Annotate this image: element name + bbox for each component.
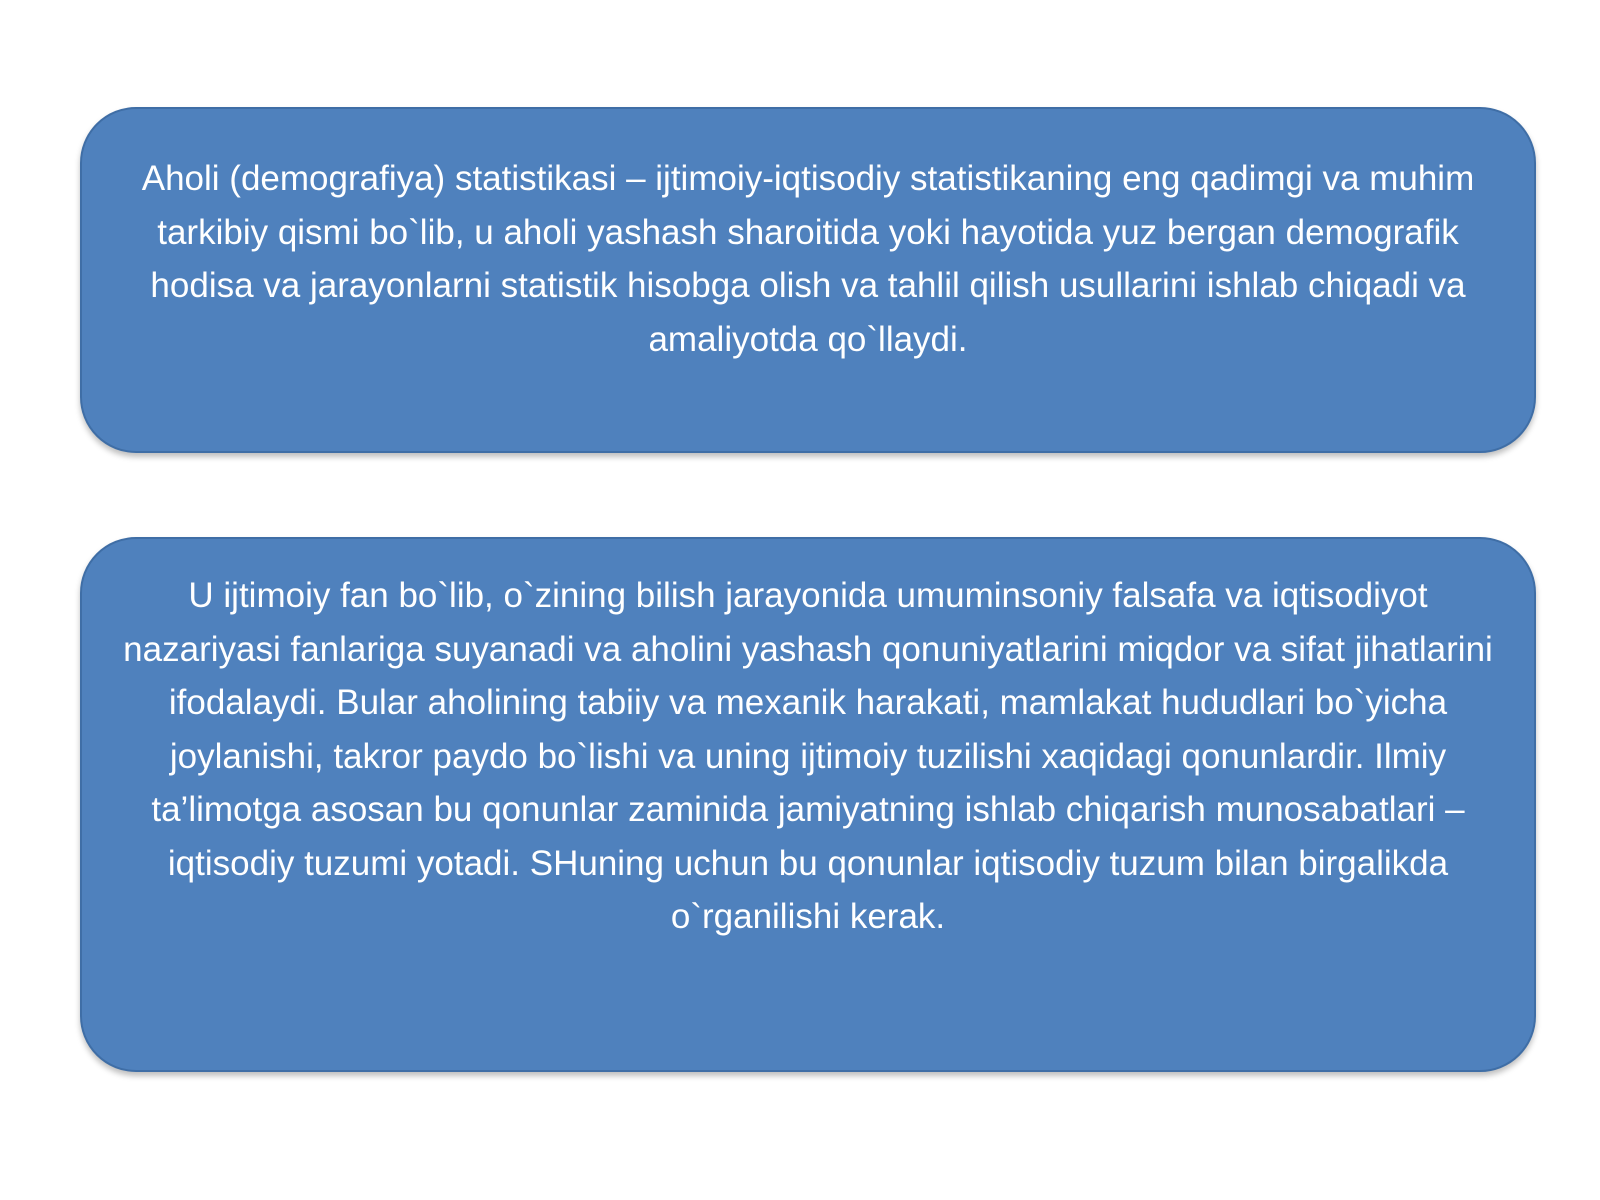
description-text: U ijtimoiy fan bo`lib, o`zining bilish jarayonida umuminsoniy falsafa va iqtisodiyot nazariyasi fanlariga suyanadi va aholini yashash qonuniyatlarini miqdor va sifat jihatlarini ifodalaydi. Bular aholining tabiiy va mexanik harakati, mamlakat hududlari bo`yicha joylanishi, takror paydo bo`lishi va uning ijtimoiy tuzilishi xaqidagi qonunlardir. Ilmiy ta’limotga asosan bu qonunlar zaminida jamiyatning ishlab chiqarish munosabatlari – iqtisodiy tuzumi yotadi. SHuning uchun bu qonunlar iqtisodiy tuzum bilan birgalikda o`rganilishi kerak. [123, 576, 1493, 936]
definition-text-box [80, 107, 1536, 453]
definition-text: Aholi (demografiya) statistikasi – ijtimoiy-iqtisodiy statistikaning eng qadimgi va muhim tarkibiy qismi bo`lib, u aholi yashash sharoitida yoki hayotida yuz bergan demografik hodisa va jarayonlarni statistik hisobga olish va tahlil qilish usullarini ishlab chiqadi va amaliyotda qo`llaydi. [141, 159, 1475, 359]
description-text-box [80, 537, 1536, 1072]
